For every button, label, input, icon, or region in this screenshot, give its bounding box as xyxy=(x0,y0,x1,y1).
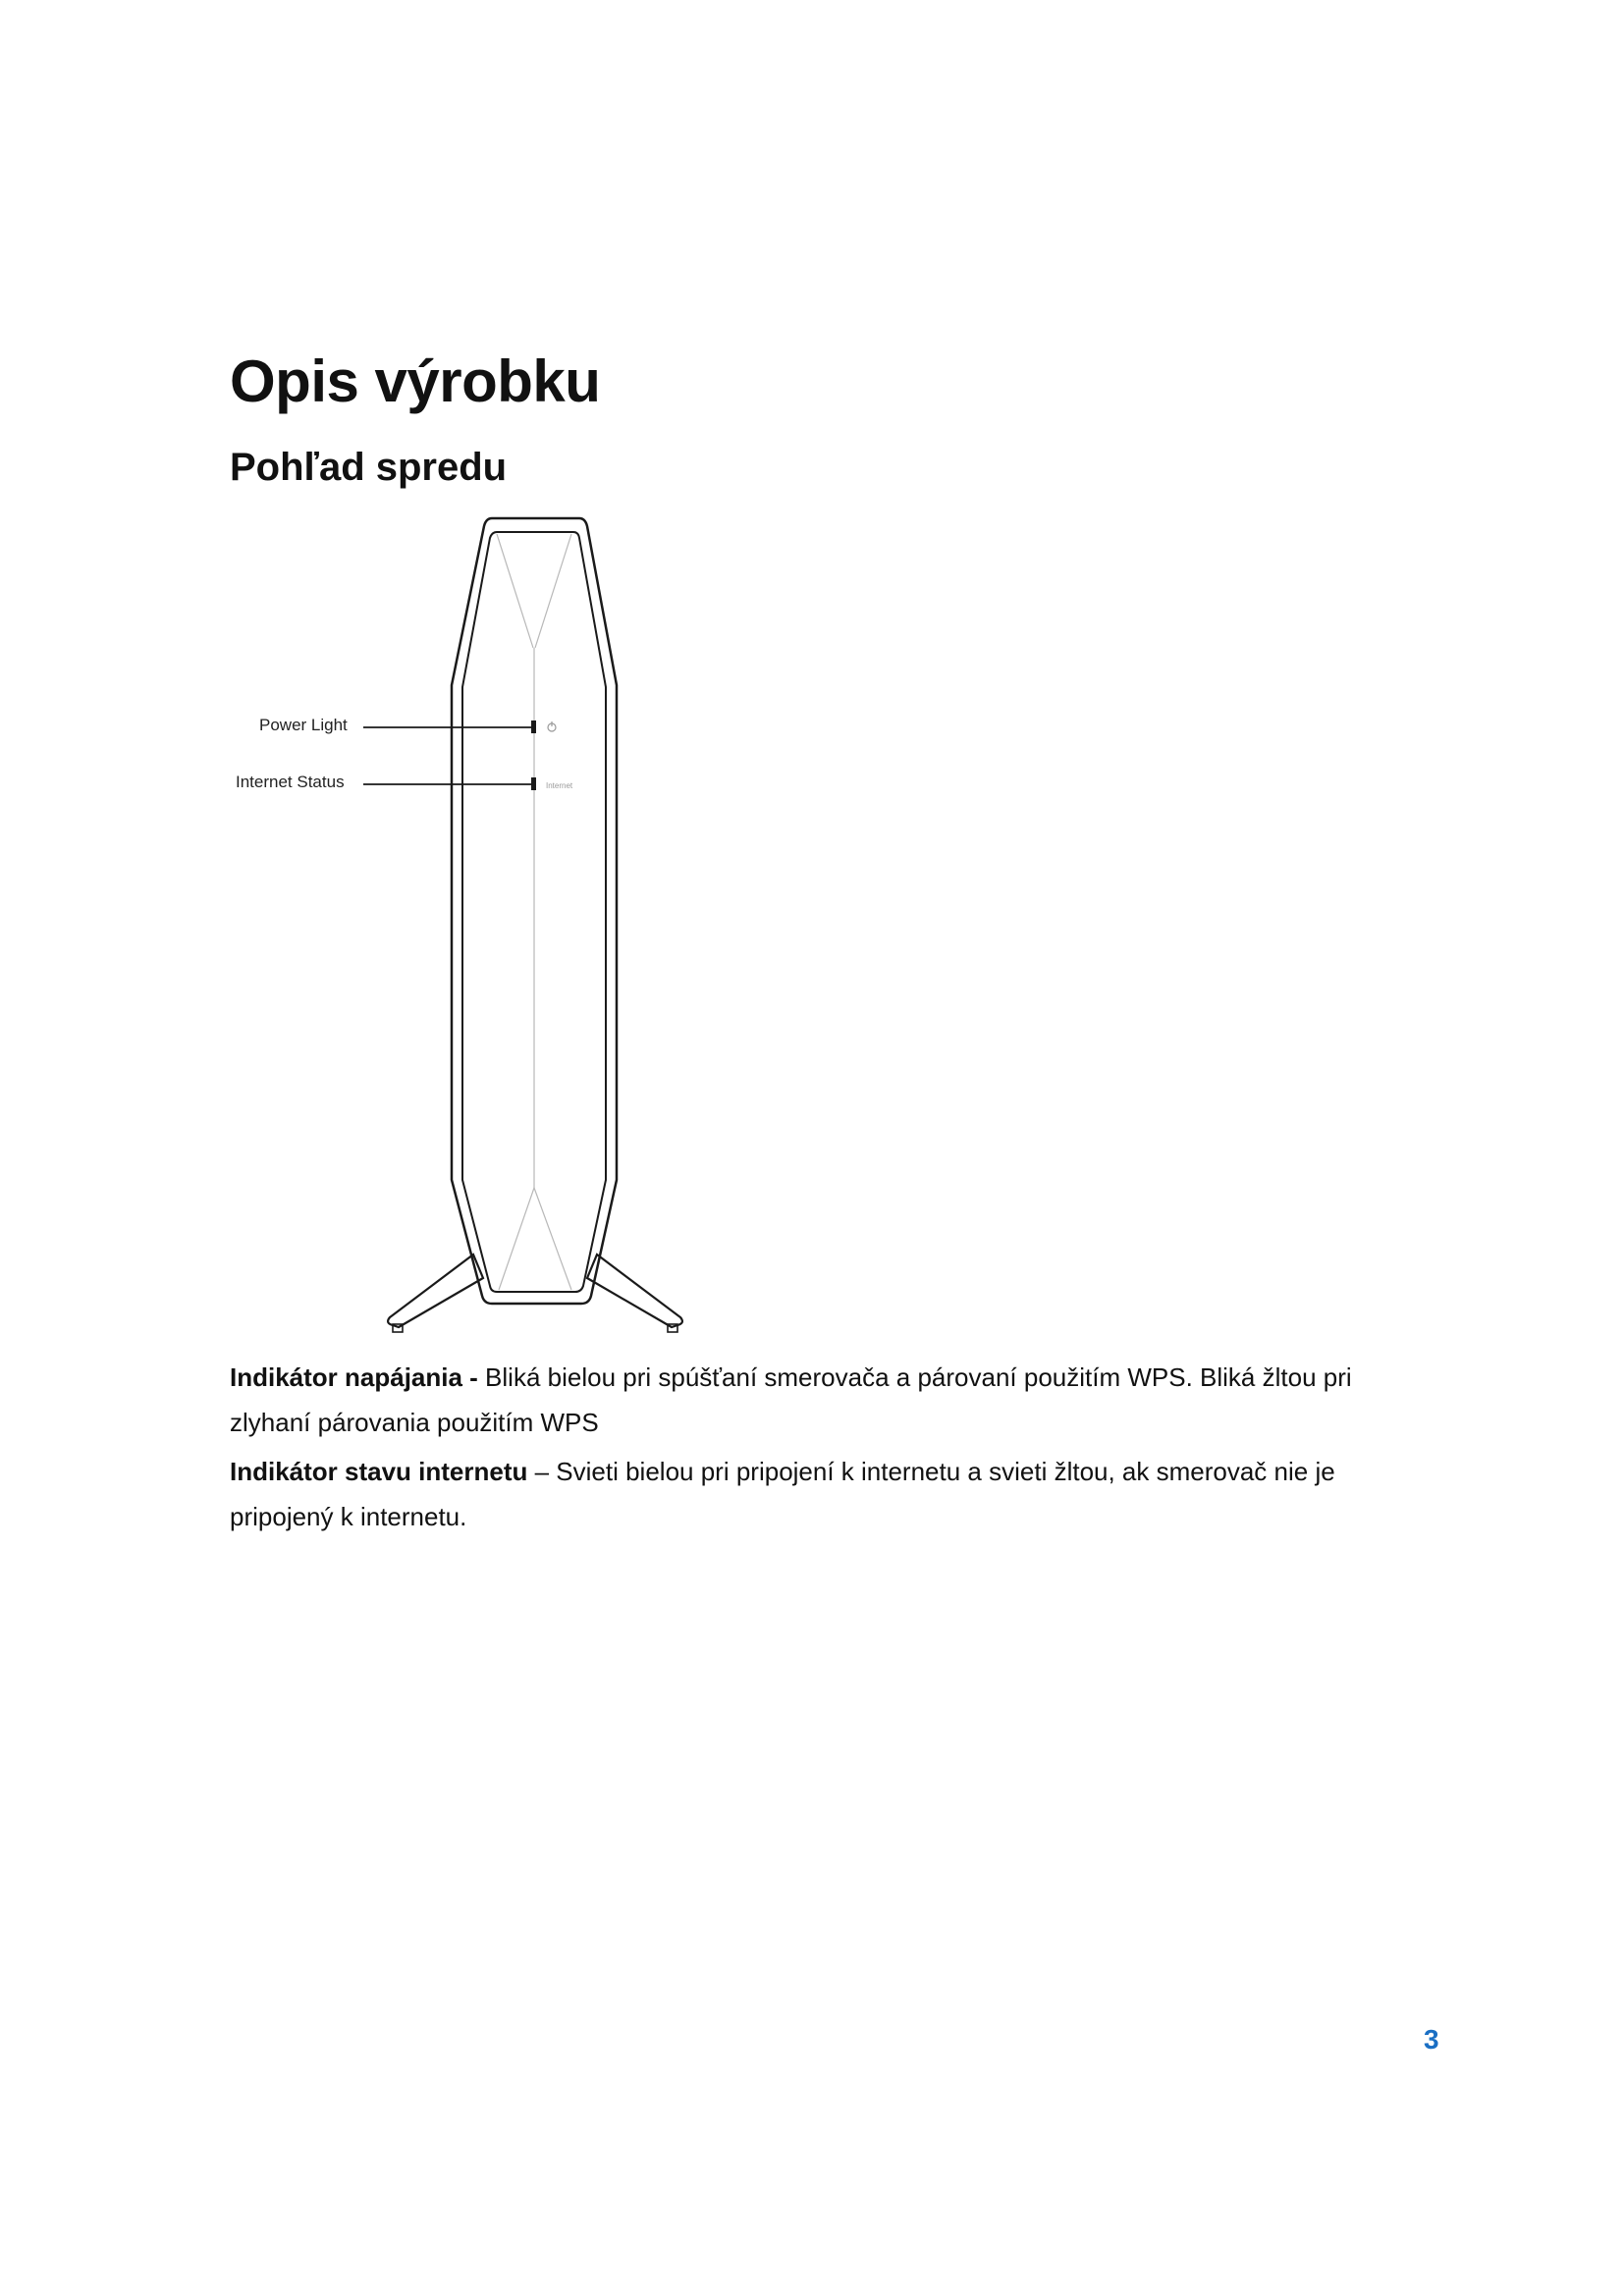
description-text: Bliká bielou pri spúšťaní smerovača a párovaní použitím WPS. Bliká žltou pri zlyhaní párovania použitím WPS xyxy=(230,1362,1352,1437)
description-text: – Svieti bielou pri pripojení k internetu a svieti žltou, ak smerovač nie je pripojený k internetu. xyxy=(230,1457,1335,1531)
page-number: 3 xyxy=(1424,2024,1439,2055)
power-led xyxy=(531,721,536,733)
section-subtitle: Pohľad spredu xyxy=(230,446,508,489)
description-term: Indikátor stavu internetu xyxy=(230,1457,528,1486)
router-stand-left-leg xyxy=(388,1255,483,1327)
router-illustration xyxy=(226,510,697,1345)
description-term: Indikátor napájania - xyxy=(230,1362,478,1392)
description-power-light xyxy=(230,1355,1408,1445)
internet-led xyxy=(531,777,536,790)
router-facets xyxy=(497,534,571,1290)
callout-internet-status: Internet Status xyxy=(236,773,345,791)
callout-power-light: Power Light xyxy=(259,716,348,734)
description-internet-status xyxy=(230,1449,1408,1539)
device-internet-label: Internet xyxy=(546,781,573,790)
page-title: Opis výrobku xyxy=(230,348,601,414)
router-stand-right-leg xyxy=(587,1255,682,1327)
router-front-view-figure xyxy=(226,510,697,1345)
